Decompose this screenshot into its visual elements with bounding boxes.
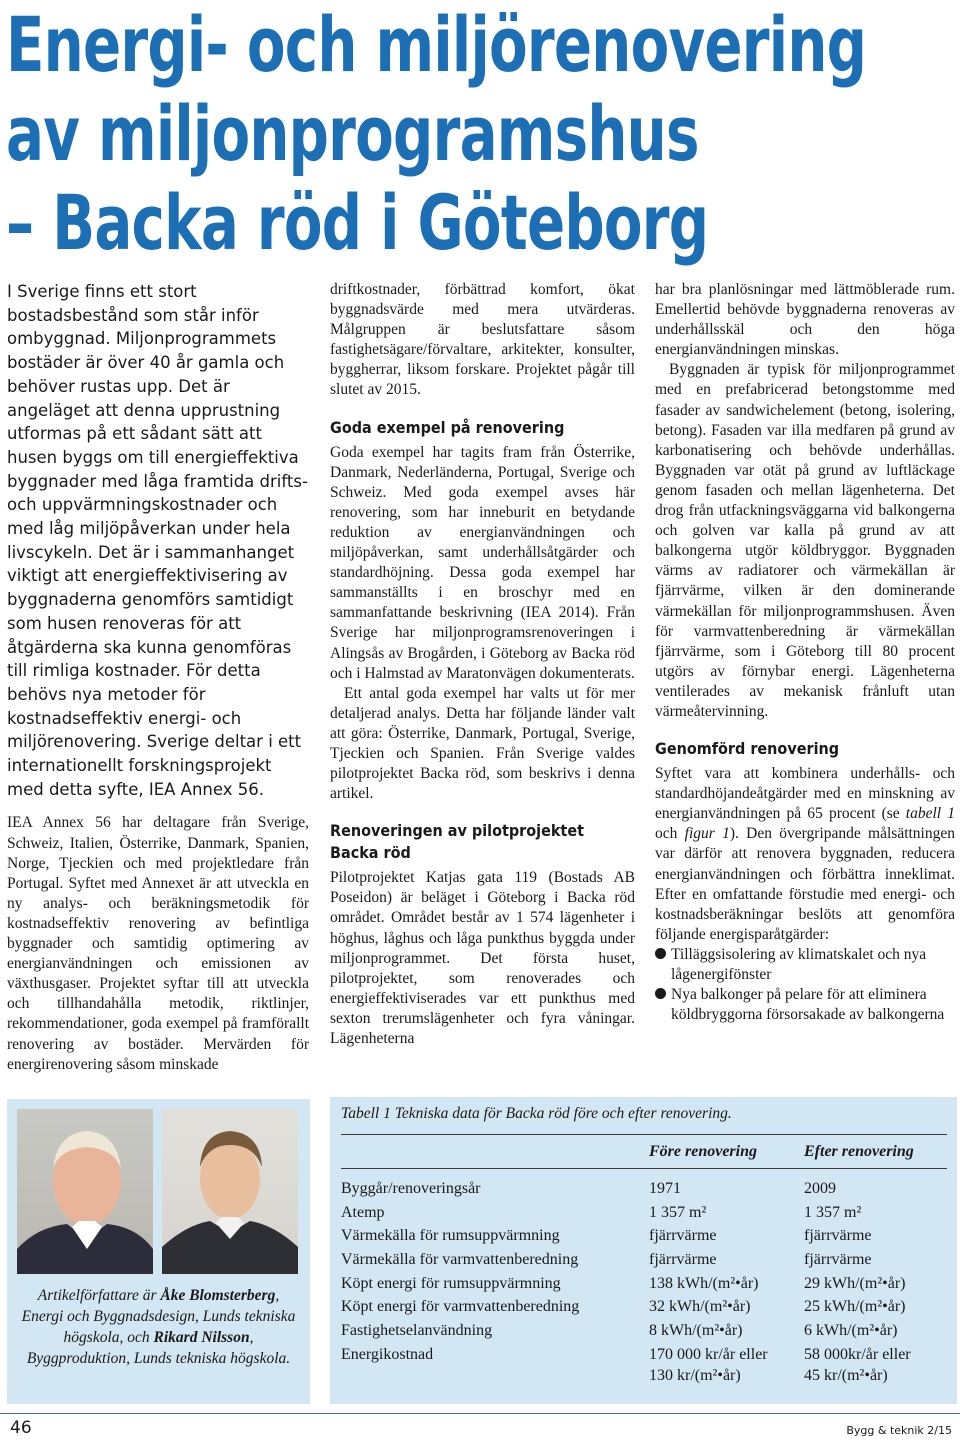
table-row: Energikostnad 170 000 kr/år eller 58 000kr/år eller (341, 1346, 911, 1363)
body-paragraph: Goda exempel har tagits fram från Österrike, Danmark, Nederländerna, Portugal, Sverige och Schweiz. Med goda exempel avses här renovering, som har inneburit en betydande reduktion av energianvändningen och miljöpåverkan, samt underhållsåtgärder och standardhöjning. Dessa goda exempel har sammanställts i en broschyr med en sammanfattande beskrivning (IEA 2014). Från Sverige har miljonprogramsrenoveringen i Alingsås av Brogården, i Göteborg av Backa röd och i Halmstad av Maratonvägen dokumenterats. (330, 443, 635, 682)
body-paragraph: Byggnaden är typisk för miljonprogrammet med en prefabricerad betongstomme med fasader av sandwichelement (betong, isolering, betong). Fasaden var illa medfaren på grund av karbonatisering och behövde underhållas. Byggnaden var otät på grund av luftläckage genom fasaden och mellan lägenheterna. Det drog från utfackningsväggarna vid balkongerna och golven var kalla på grund av att balkongerna utgör köldbryggor. Byggnaden värms av radiatorer och värmekällan är fjärrvärme, vilken är den dominerande värmekällan för miljonprogrammshusen. Även för varmvattenberedning är värmekällan fjärrvärme, som i Göteborg till 80 procent utgörs av förnybar energi. Lägenheterna ventilerades av mekanisk frånluft utan värmeåtervinning. (655, 361, 955, 720)
title-line-2: av miljonprogramshus (6, 89, 699, 178)
page-footer (0, 1413, 960, 1443)
table-row: Fastighetselanvändning 8 kWh/(m²•år) 6 kWh/(m²•år) (341, 1322, 898, 1339)
title-line-3: – Backa röd i Göteborg (6, 178, 709, 267)
bullet-dot-icon (655, 988, 666, 999)
body-paragraph: Syftet vara att kombinera underhålls- och standardhöjandeåtgärder med en minskning av energianvändningen på 65 procent (se tabell 1 och figur 1). Den övergripande målsättningen var därför att renovera byggnaden, reducera energianvändningen och förbättra inneklimat. Efter en omfattande förstudie med energi- och kostnadsberäkningar beslöts att genomföra följande energisparåtgärder: (655, 765, 955, 943)
column-header-after: Efter renovering (804, 1143, 914, 1160)
table-row: Värmekälla för rumsuppvärmning fjärrvärme fjärrvärme (341, 1227, 872, 1244)
author-photos-box (7, 1099, 310, 1404)
table-rule-top (341, 1134, 947, 1135)
author-photo-rikard-nilsson (162, 1109, 298, 1274)
table-row: Atemp 1 357 m² 1 357 m² (341, 1204, 862, 1221)
column-3 (655, 280, 955, 1025)
bullet-dot-icon (655, 948, 666, 959)
author-photo-ake-blomsterberg (17, 1109, 153, 1274)
table-row: Byggår/renoveringsår 1971 2009 (341, 1180, 836, 1197)
journal-issue: Bygg & teknik 2/15 (846, 1424, 952, 1437)
table-rule-header (341, 1168, 947, 1169)
lead-paragraph: I Sverige finns ett stort bostadsbestånd som står inför ombyggnad. Miljonprogrammets bostäder är över 40 år gamla och behöver rustas upp. Det är angeläget att denna upprustning utformas på ett sådant sätt att husen byggs om till energieffektiva byggnader med låga framtida drifts- och uppvärmningskostnader och med låg miljöpåverkan under hela livscykeln. Det är i sammanhanget viktigt att energieffektivisering av byggnaderna genomförs samtidigt som husen renoveras för att åtgärderna ska kunna genomföras till rimliga kostnader. För detta behövs nya metoder för kostnadseffektiv energi- och miljörenovering. Sverige deltar i ett internationellt forskningsprojekt med detta syfte, IEA Annex 56. (7, 282, 308, 799)
table-row: Köpt energi för varmvattenberedning 32 kWh/(m²•år) 25 kWh/(m²•år) (341, 1298, 906, 1315)
column-2 (330, 280, 635, 1049)
body-paragraph: har bra planlösningar med lättmöblerade rum. Emellertid behövde byggnaderna renoveras av underhållsskäl och den höga energianvändningen minskas. (655, 281, 955, 359)
body-paragraph: IEA Annex 56 har deltagare från Sverige, Schweiz, Italien, Österrike, Danmark, Spanien, Norge, Tjeckien och med projektledare från Portugal. Syftet med Annexet är att utveckla en ny analys- och beräkningsmetodik för kostnadseffektiv renovering av befintliga byggnader och samtidig optimering av energianvändningen och emissionen av växthusgaser. Projektet syftar till att utveckla och tillhandahålla metodik, riktlinjer, rekommendationer, goda exempel på framförallt renovering av bostäder. Mervärden för energirenovering såsom minskade (7, 814, 309, 1073)
table-caption: Tabell 1 Tekniska data för Backa röd före och efter renovering. (341, 1105, 732, 1122)
column-header-before: Före renovering (649, 1143, 757, 1160)
table-row: Värmekälla för varmvattenberedning fjärrvärme fjärrvärme (341, 1251, 872, 1268)
body-paragraph: Pilotprojektet Katjas gata 119 (Bostads AB Poseidon) är beläget i Göteborg i Backa röd området. Området består av 1 574 lägenheter i höghus, låghus och låga punkthus byggda under miljonprogrammet. Det första huset, pilotprojektet, som renoverades och energieffektiviserades var ett punkthus med sexton trerumslägenheter och fyra våningar. Lägenheterna (330, 869, 635, 1047)
technical-data-table (330, 1097, 957, 1404)
table-row: 130 kr/(m²•år) 45 kr/(m²•år) (649, 1367, 888, 1384)
column-1 (7, 280, 309, 1075)
article-title (6, 0, 867, 267)
bullet-item: Nya balkonger på pelare för att eliminera köldbryggorna försorsakade av balkongerna (655, 985, 955, 1025)
table-row: Köpt energi för rumsuppvärmning 138 kWh/(m²•år) 29 kWh/(m²•år) (341, 1275, 906, 1292)
page-number: 46 (10, 1418, 32, 1438)
section-heading: Goda exempel på renovering (330, 417, 565, 437)
bullet-item: Tilläggsisolering av klimatskalet och nya lågenergifönster (655, 945, 955, 985)
body-paragraph: Ett antal goda exempel har valts ut för mer detaljerad analys. Detta har följande länder valt att göra: Österrike, Danmark, Portugal, Sverige, Tjeckien och Spanien. Från Sverige valdes pilotprojektet Backa röd, som beskrivs i denna artikel. (330, 684, 635, 803)
photo-caption: Artikelförfattare är Åke Blomsterberg, Energi och Byggnadsdesign, Lunds tekniska högskola, och Rikard Nilsson, Byggproduktion, Lunds tekniska högskola. (21, 1287, 296, 1367)
body-paragraph: driftkostnader, förbättrad komfort, ökat byggnadsvärde med mera utvärderas. Målgruppen är beslutsfattare såsom fastighetsägare/förvaltare, arkitekter, konsulter, byggherrar, liksom forskare. Projektet pågår till slutet av 2015. (330, 281, 635, 399)
section-heading: Renoveringen av pilotprojektet Backa röd (330, 821, 584, 863)
title-line-1: Energi- och miljörenovering (6, 0, 867, 89)
section-heading: Genomförd renovering (655, 739, 840, 759)
